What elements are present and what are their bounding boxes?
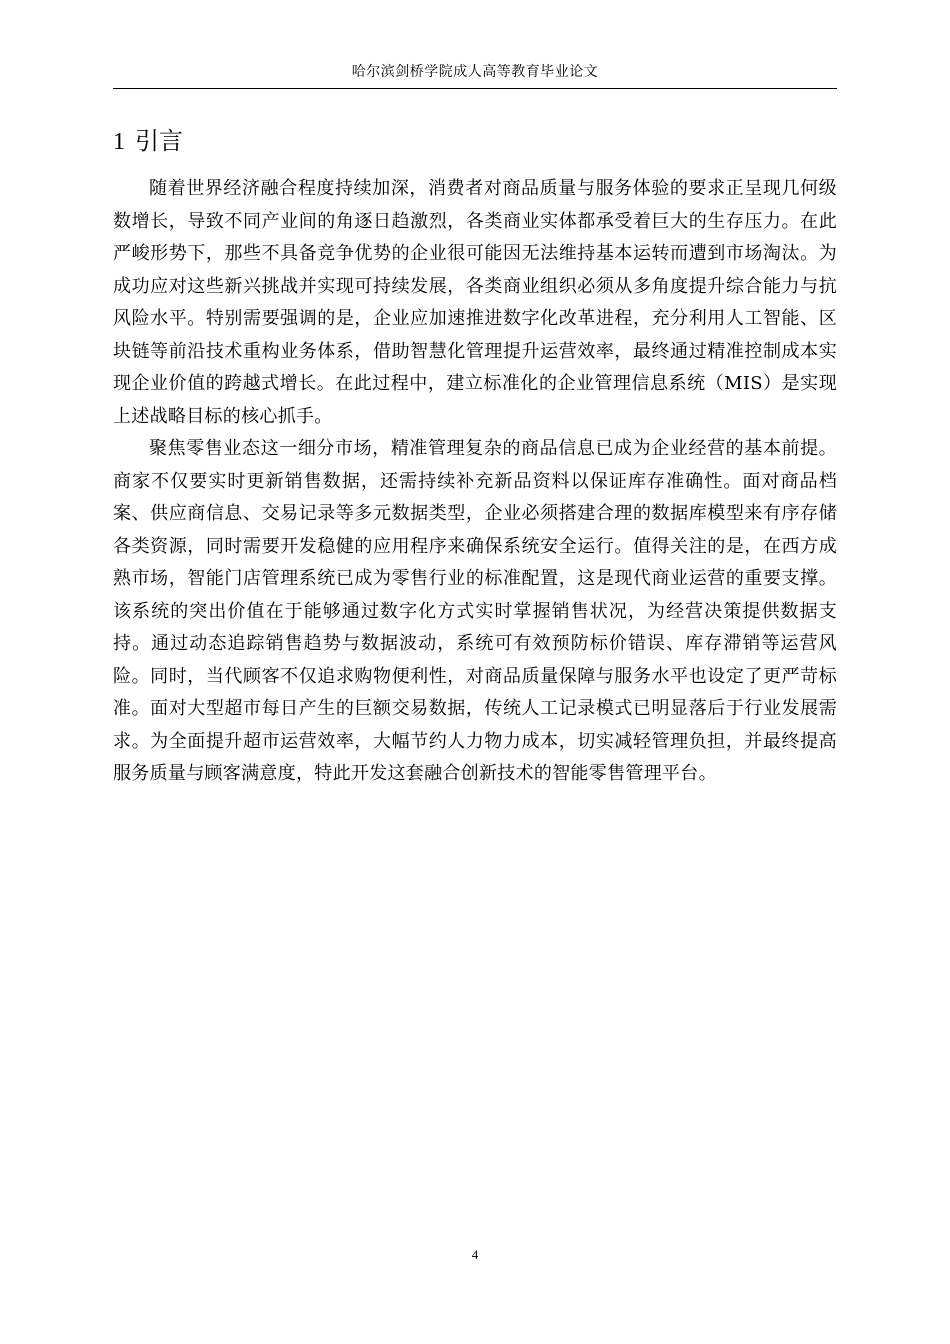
paragraph: 聚焦零售业态这一细分市场，精准管理复杂的商品信息已成为企业经营的基本前提。商家不仅要实时更新销售数据，还需持续补充新品资料以保证库存准确性。面对商品档案、供应商信息、交易记录等多元数据类型，企业必须搭建合理的数据库模型来有序存储各类资源，同时需要开发稳健的应用程序来确保系统安全运行。值得关注的是，在西方成熟市场，智能门店管理系统已成为零售行业的标准配置，这是现代商业运营的重要支撑。该系统的突出价值在于能够通过数字化方式实时掌握销售状况，为经营决策提供数据支持。通过动态追踪销售趋势与数据波动，系统可有效预防标价错误、库存滞销等运营风险。同时，当代顾客不仅追求购物便利性，对商品质量保障与服务水平也设定了更严苛标准。面对大型超市每日产生的巨额交易数据，传统人工记录模式已明显落后于行业发展需求。为全面提升超市运营效率，大幅节约人力物力成本，切实减轻管理负担，并最终提高服务质量与顾客满意度，特此开发这套融合创新技术的智能零售管理平台。 xyxy=(113,438,837,784)
page-number: 4 xyxy=(471,1247,479,1262)
running-header: 哈尔滨剑桥学院成人高等教育毕业论文 xyxy=(351,64,599,80)
body-text xyxy=(113,173,837,791)
paragraph: 随着世界经济融合程度持续加深，消费者对商品质量与服务体验的要求正呈现几何级数增长，导致不同产业间的角逐日趋激烈，各类商业实体都承受着巨大的生存压力。在此严峻形势下，那些不具备竞争优势的企业很可能因无法维持基本运转而遭到市场淘汰。为成功应对这些新兴挑战并实现可持续发展，各类商业组织必须从多角度提升综合能力与抗风险水平。特别需要强调的是，企业应加速推进数字化改革进程，充分利用人工智能、区块链等前沿技术重构业务体系，借助智慧化管理提升运营效率，最终通过精准控制成本实现企业价值的跨越式增长。在此过程中，建立标准化的企业管理信息系统（MIS）是实现上述战略目标的核心抓手。 xyxy=(113,178,837,427)
section-title: 引言 xyxy=(135,127,183,155)
section-number: 1 xyxy=(113,129,125,155)
header-rule xyxy=(113,88,837,89)
section-heading xyxy=(113,124,183,159)
